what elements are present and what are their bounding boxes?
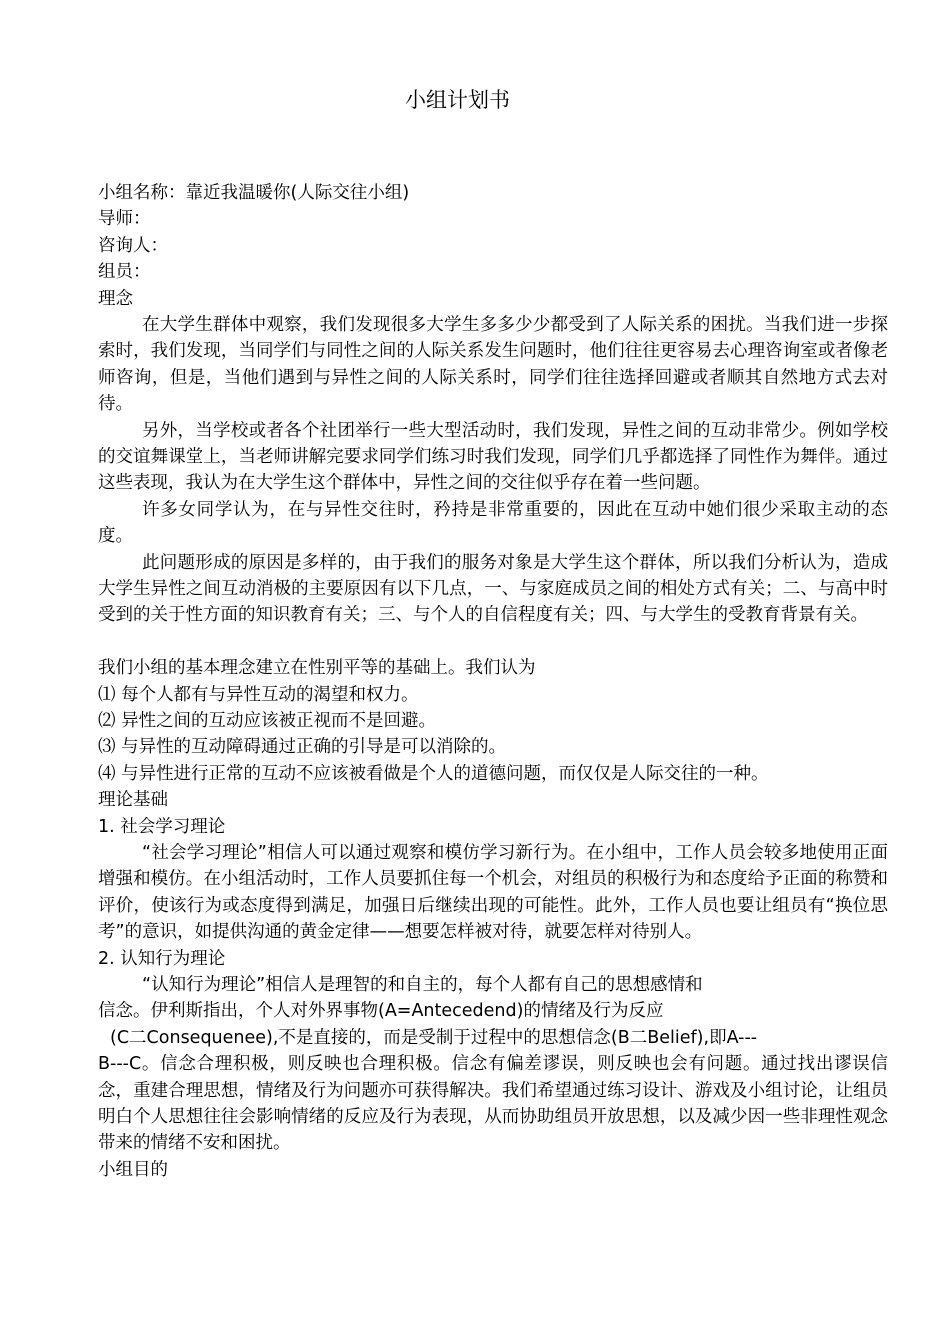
social-learning-title: 1. 社会学习理论 [98, 816, 226, 837]
goals-heading: 小组目的 [98, 1159, 168, 1180]
mentor-field: 导师： [98, 209, 151, 230]
members-field: 组员： [98, 262, 151, 283]
cognitive-behavior-line: “认知行为理论”相信人是理智的和自主的，每个人都有自己的思想感情和 [142, 974, 703, 995]
basic-rationale-intro: 我们小组的基本理念建立在性别平等的基础上。我们认为 [98, 658, 536, 679]
cognitive-behavior-line: (C二Consequenee),不是直接的，而是受制于过程中的思想信念(B二Belief),即A--- [110, 1027, 758, 1048]
belief-item: ⑷ 与异性进行正常的互动不应该被看做是个人的道德问题，而仅仅是人际交往的一种。 [98, 763, 769, 784]
belief-item: ⑴ 每个人都有与异性互动的渴望和权力。 [98, 684, 419, 705]
cognitive-behavior-title: 2. 认知行为理论 [98, 948, 226, 969]
document-body [98, 180, 888, 1183]
cognitive-behavior-paragraph: B---C。信念合理积极，则反映也合理积极。信念有偏差谬误，则反映也会有问题。通过找出谬误信念，重建合理思想，情绪及行为问题亦可获得解决。我们希望通过练习设计、游戏及小组讨论，让组员明白个人思想往往会影响情绪的反应及行为表现，从而协助组员开放思想，以及减少因一些非理性观念带来的情绪不安和困扰。 [98, 1054, 888, 1154]
rationale-paragraph: 在大学生群体中观察，我们发现很多大学生多多少少都受到了人际关系的困扰。当我们进一步探索时，我们发现，当同学们与同性之间的人际关系发生问题时，他们往往更容易去心理咨询室或者像老师咨询，但是，当他们遇到与异性之间的人际关系时，同学们往往选择回避或者顺其自然地方式去对待。 [98, 314, 888, 415]
blank-line [98, 629, 888, 655]
theory-heading: 理论基础 [98, 790, 168, 811]
social-learning-paragraph: “社会学习理论”相信人可以通过观察和模仿学习新行为。在小组中，工作人员会较多地使用正面增强和模仿。在小组活动时，工作人员要抓住每一个机会，对组员的积极行为和态度给予正面的称赞和评价，使该行为或态度得到满足，加强日后继续出现的可能性。此外，工作人员也要让组员有“换位思考”的意识，如提供沟通的黄金定律——想要怎样被对待，就要怎样对待别人。 [98, 842, 888, 943]
group-name-field: 小组名称：靠近我温暖你(人际交往小组) [98, 183, 410, 203]
rationale-heading: 理念 [98, 288, 133, 309]
rationale-paragraph: 许多女同学认为，在与异性交往时，矜持是非常重要的，因此在互动中她们很少采取主动的态度。 [98, 499, 888, 547]
rationale-paragraph: 此问题形成的原因是多样的，由于我们的服务对象是大学生这个群体，所以我们分析认为，造成大学生异性之间互动消极的主要原因有以下几点，一、与家庭成员之间的相处方式有关；二、与高中时受到的关于性方面的知识教育有关；三、与个人的自信程度有关；四、与大学生的受教育背景有关。 [98, 552, 888, 626]
page-title: 小组计划书 [405, 88, 510, 112]
belief-item: ⑵ 异性之间的互动应该被正视而不是回避。 [98, 711, 437, 731]
cognitive-behavior-line: 信念。伊利斯指出，个人对外界事物(A=Antecedend)的情绪及行为反应 [98, 1001, 664, 1022]
consultant-field: 咨询人： [98, 235, 168, 256]
rationale-paragraph: 另外，当学校或者各个社团举行一些大型活动时，我们发现，异性之间的互动非常少。例如学校的交谊舞课堂上，当老师讲解完要求同学们练习时我们发现，同学们几乎都选择了同性作为舞伴。通过这些表现，我认为在大学生这个群体中，异性之间的交往似乎存在着一些问题。 [98, 420, 888, 494]
belief-item: ⑶ 与异性的互动障碍通过正确的引导是可以消除的。 [98, 737, 507, 758]
